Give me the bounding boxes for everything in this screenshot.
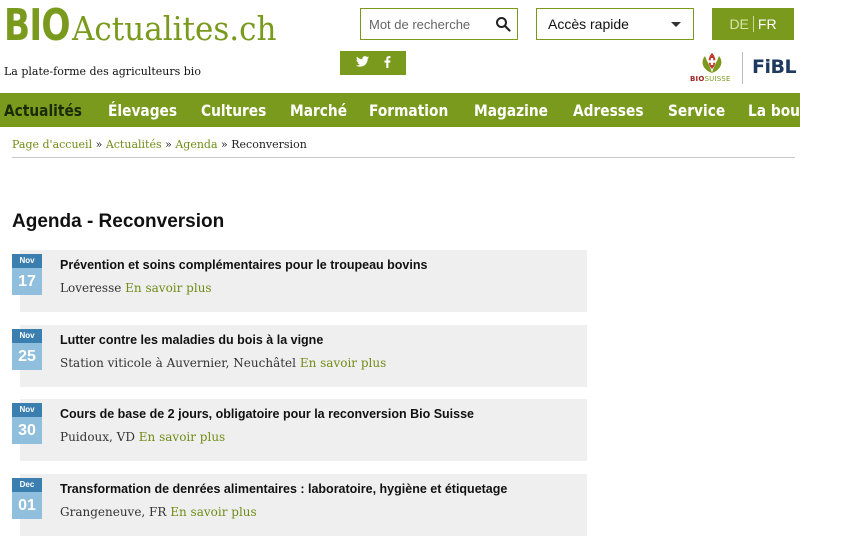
event-location: Loveresse <box>60 281 122 295</box>
quick-access-select[interactable] <box>536 8 694 40</box>
partner-divider <box>742 52 743 84</box>
event-title-link[interactable]: Cours de base de 2 jours, obligatoire pour la reconversion Bio Suisse <box>60 407 474 421</box>
read-more-link[interactable]: En savoir plus <box>138 430 226 444</box>
breadcrumb-actualites-link[interactable]: Actualités <box>105 138 162 151</box>
event-day: 17 <box>12 268 42 295</box>
nav-item-adresses[interactable]: Adresses <box>573 100 644 120</box>
read-more-link[interactable]: En savoir plus <box>170 505 257 519</box>
event-item <box>20 250 587 312</box>
event-location: Puidoux, VD <box>60 430 135 444</box>
site-tagline: La plate-forme des agriculteurs bio <box>4 65 201 78</box>
nav-item-service[interactable]: Service <box>668 100 726 120</box>
breadcrumb-agenda-link[interactable]: Agenda <box>175 138 218 151</box>
breadcrumb-divider <box>12 157 795 158</box>
chevron-down-icon <box>671 22 681 27</box>
lang-divider <box>753 16 754 32</box>
read-more-link[interactable]: En savoir plus <box>125 281 212 295</box>
nav-item-magazine[interactable]: Magazine <box>474 100 549 120</box>
facebook-icon[interactable] <box>384 56 391 71</box>
twitter-icon[interactable] <box>356 56 369 70</box>
breadcrumb <box>12 138 307 151</box>
event-meta <box>60 505 257 519</box>
nav-item-bourse-bio[interactable]: La bourse bio <box>747 100 853 120</box>
event-title-link[interactable]: Prévention et soins complémentaires pour le troupeau bovins <box>60 258 428 272</box>
fibl-logo[interactable]: FiBL <box>752 56 797 78</box>
event-month: Nov <box>12 254 42 268</box>
event-meta <box>60 281 212 295</box>
event-date-badge <box>12 403 42 444</box>
bud-icon <box>697 52 727 74</box>
event-item <box>20 399 587 461</box>
page-title: Agenda - Reconversion <box>12 211 225 232</box>
site-logo[interactable] <box>4 0 290 51</box>
search-icon[interactable] <box>495 16 511 32</box>
breadcrumb-separator: » <box>221 138 228 151</box>
nav-item-actualites[interactable]: Actualités <box>4 100 83 120</box>
read-more-link[interactable]: En savoir plus <box>299 356 387 370</box>
social-links <box>340 51 406 75</box>
event-title-link[interactable]: Transformation de denrées alimentaires : laboratoire, hygiène et étiquetage <box>60 482 508 496</box>
event-day: 25 <box>12 343 42 370</box>
biosuisse-logo[interactable] <box>688 52 736 86</box>
search-box <box>360 8 518 40</box>
event-day: 30 <box>12 417 42 444</box>
breadcrumb-current: Reconversion <box>231 138 307 151</box>
event-meta <box>60 356 386 370</box>
nav-item-formation[interactable]: Formation <box>369 100 449 120</box>
breadcrumb-home-link[interactable]: Page d'accueil <box>12 138 93 151</box>
nav-item-elevages[interactable]: Élevages <box>107 100 177 120</box>
event-item <box>20 474 587 536</box>
event-date-badge <box>12 478 42 519</box>
nav-item-marche[interactable]: Marché <box>289 100 348 120</box>
event-date-badge <box>12 254 42 295</box>
event-month: Nov <box>12 329 42 343</box>
search-input[interactable] <box>361 9 481 39</box>
language-switcher <box>712 8 794 40</box>
event-location: Grangeneuve, FR <box>60 505 167 519</box>
breadcrumb-separator: » <box>165 138 172 151</box>
breadcrumb-separator: » <box>95 138 103 151</box>
event-month: Nov <box>12 403 42 417</box>
nav-item-cultures[interactable]: Cultures <box>201 100 267 120</box>
quick-access-label: Accès rapide <box>548 16 629 32</box>
event-title-link[interactable]: Lutter contre les maladies du bois à la vigne <box>60 333 324 347</box>
logo-actualites-text: Actualites.ch <box>72 9 277 48</box>
lang-de-link[interactable]: DE <box>729 16 749 32</box>
biosuisse-wordmark: BIOSUISSE <box>690 75 731 83</box>
lang-fr-link[interactable]: FR <box>757 16 777 32</box>
event-meta <box>60 430 225 444</box>
event-month: Dec <box>12 478 42 492</box>
event-date-badge <box>12 329 42 370</box>
event-location: Station viticole à Auvernier, Neuchâtel <box>60 356 296 370</box>
main-nav <box>0 93 853 127</box>
event-day: 01 <box>12 492 42 519</box>
logo-bio-text: BIO <box>4 0 70 51</box>
event-item <box>20 325 587 387</box>
